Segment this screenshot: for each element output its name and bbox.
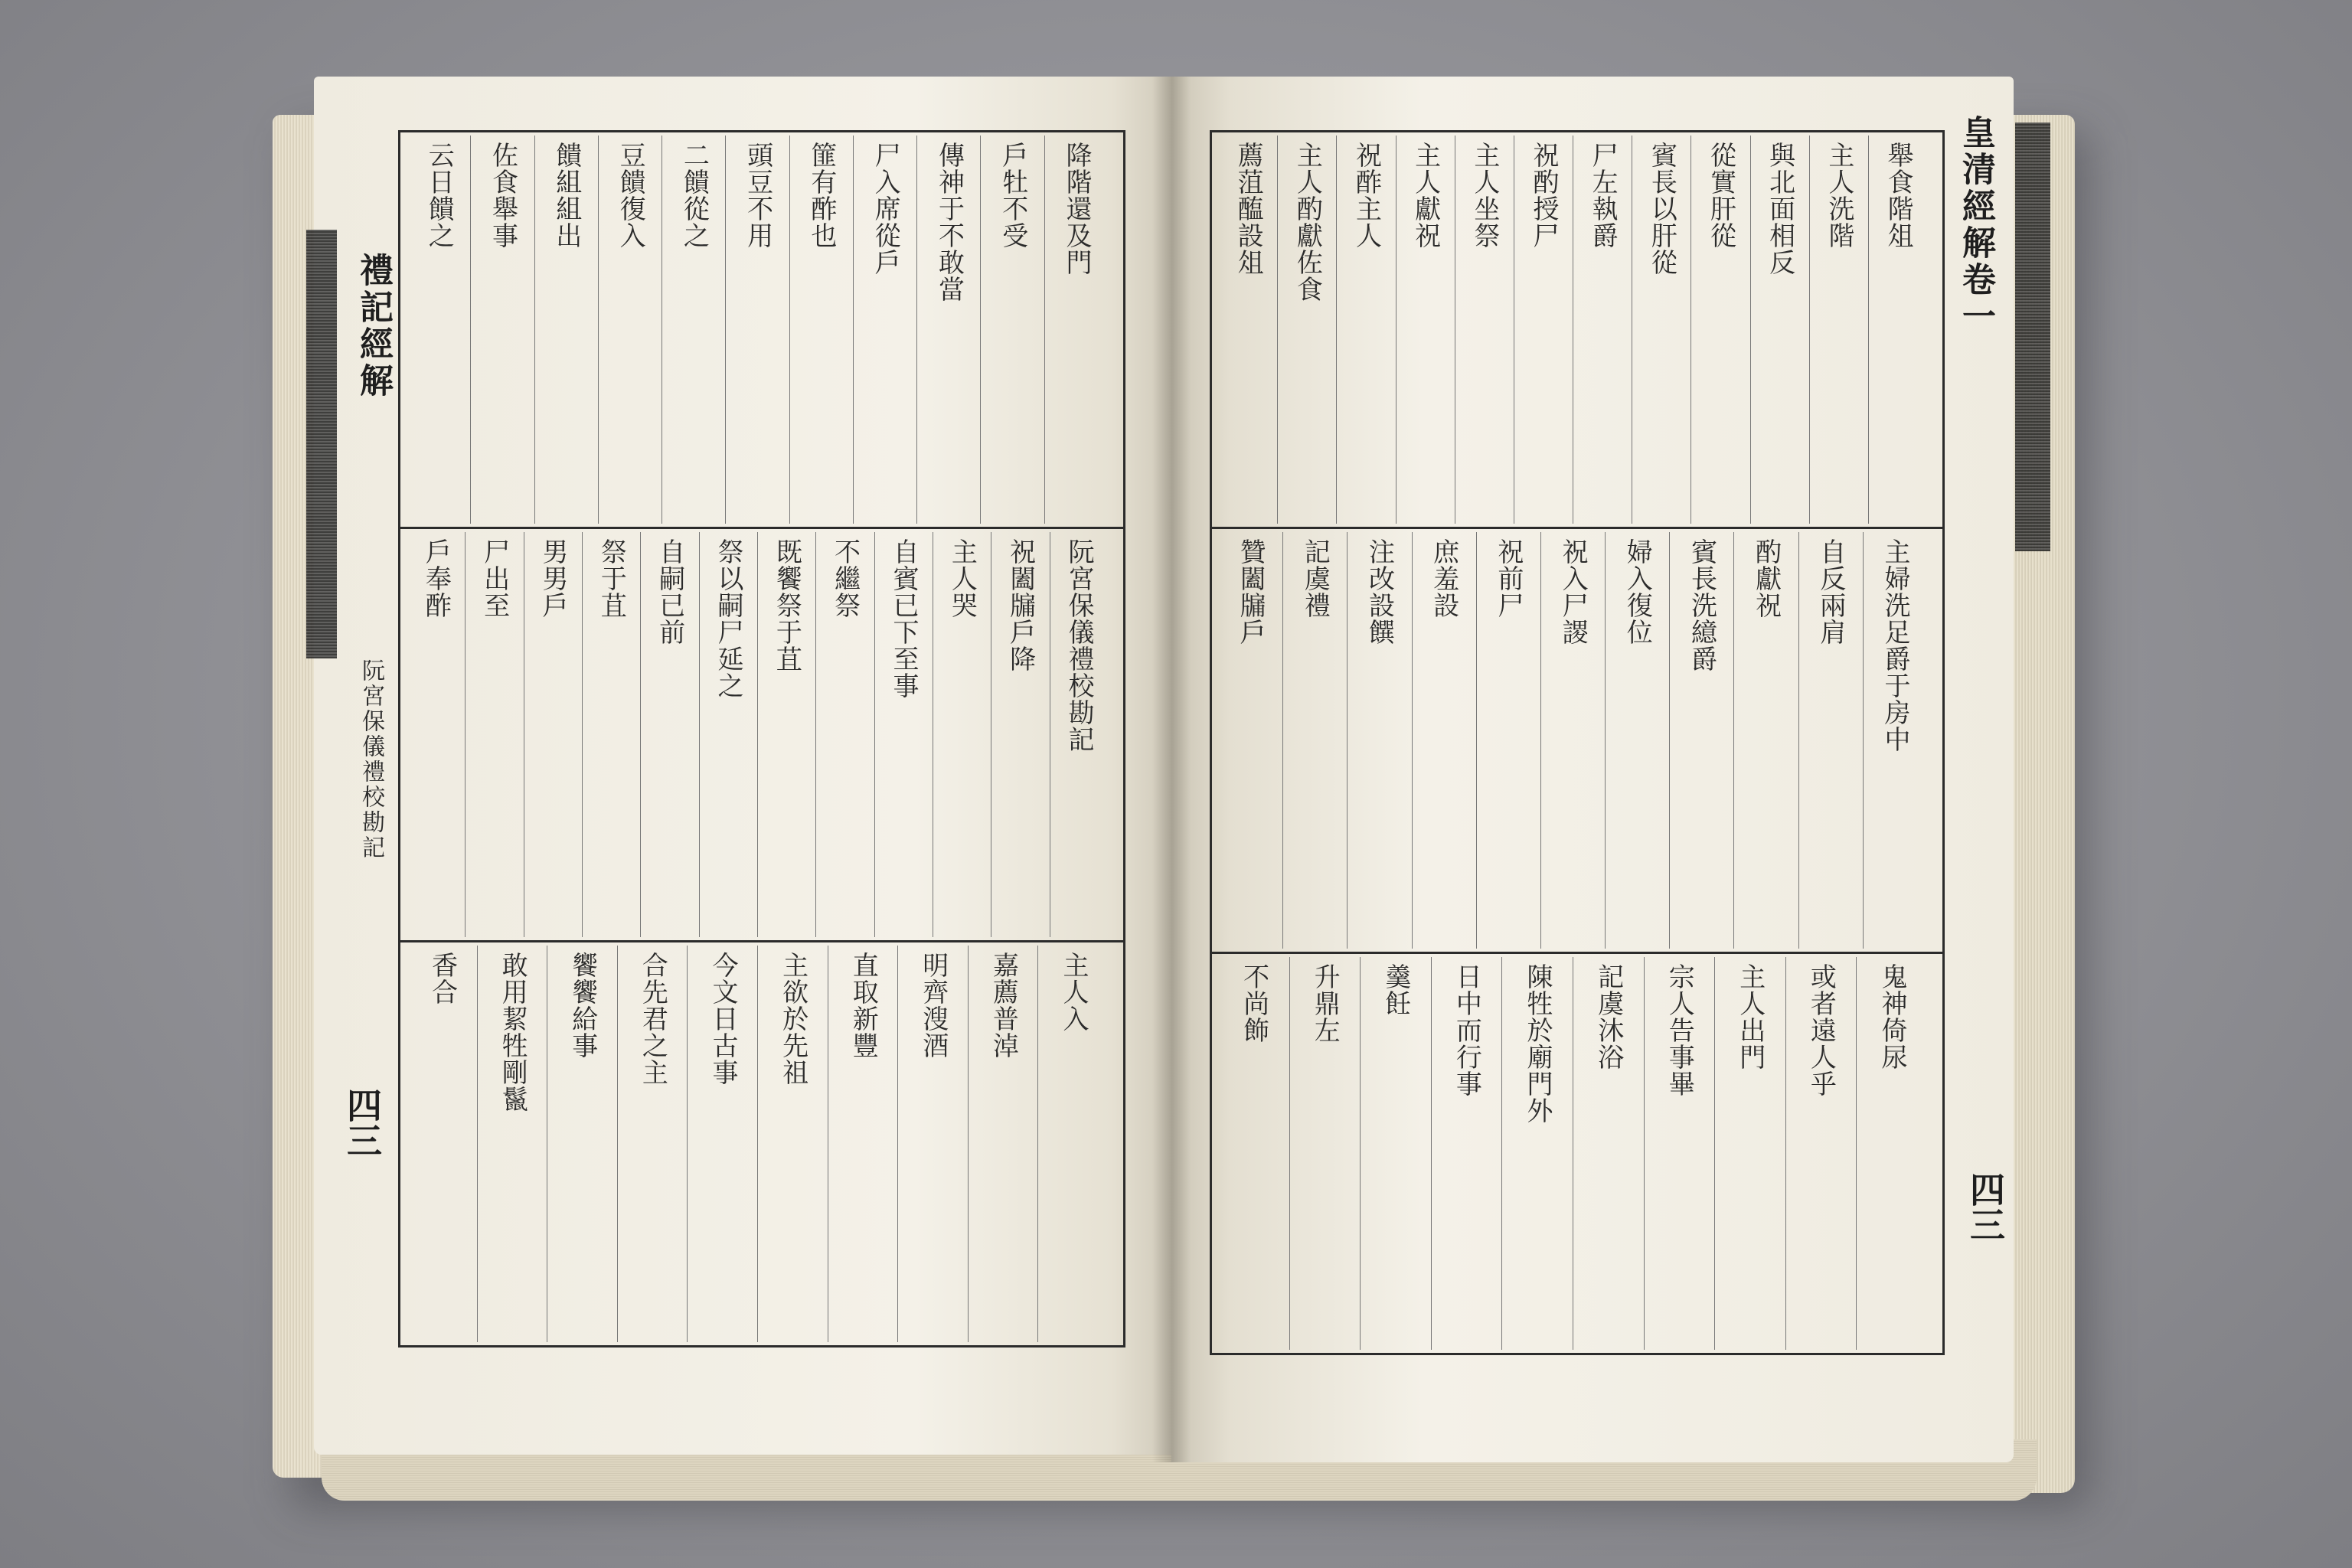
- text-column: 男男戶: [537, 538, 568, 619]
- text-column: 自賓已下至事: [887, 538, 919, 699]
- column-rule: [1037, 946, 1038, 1342]
- column-rule: [1289, 957, 1290, 1350]
- column-rule: [1669, 532, 1670, 949]
- text-column: 日中而行事: [1451, 963, 1482, 1097]
- column-rule: [1605, 532, 1606, 949]
- right-margin-title: [1951, 115, 2000, 544]
- text-column: 祝酢主人: [1351, 142, 1382, 249]
- column-rule: [757, 532, 758, 937]
- right-band-divider-1: [1212, 527, 1942, 529]
- left-margin-title: 禮記經解: [354, 253, 393, 400]
- column-rule: [789, 136, 790, 524]
- text-column: 云日饋之: [423, 142, 455, 249]
- column-rule: [617, 946, 618, 1342]
- column-rule: [1714, 957, 1715, 1350]
- column-rule: [980, 136, 981, 524]
- text-column: 舉食階俎: [1882, 142, 1913, 249]
- text-column: 羹飪: [1380, 963, 1411, 1017]
- text-column: 佐食舉事: [487, 142, 518, 249]
- right-folio-number: 四三: [1965, 1171, 2006, 1242]
- text-column: 不尚飾: [1238, 963, 1269, 1044]
- column-rule: [1868, 136, 1869, 524]
- column-rule: [1501, 957, 1502, 1350]
- left-folio-number: 四三: [341, 1087, 383, 1158]
- text-column: 主人獻祝: [1410, 142, 1441, 249]
- text-column: 祝闔牖戶降: [1004, 538, 1036, 672]
- column-rule: [534, 136, 535, 524]
- text-column: 鬼神倚尿: [1876, 963, 1907, 1070]
- column-rule: [1347, 532, 1348, 949]
- text-column: 今文日古事: [707, 952, 738, 1086]
- text-column: 祭以嗣尸延之: [712, 538, 743, 699]
- text-column: 合先君之主: [637, 952, 668, 1086]
- text-column: 敢用絜牲剛鬣: [497, 952, 528, 1112]
- text-column: 饗饗給事: [567, 952, 598, 1059]
- text-column: 主人入: [1057, 952, 1089, 1032]
- text-column: 嘉薦普淖: [988, 952, 1019, 1059]
- ink-bleed-right: [2015, 122, 2050, 551]
- text-column: 主欲於先祖: [777, 952, 808, 1086]
- text-column: 主人哭: [946, 538, 978, 619]
- text-column: 主人洗階: [1823, 142, 1854, 249]
- ink-bleed-left: [306, 230, 337, 658]
- text-column: 宗人告事畢: [1664, 963, 1695, 1097]
- text-column: 戶奉酢: [420, 538, 452, 619]
- column-rule: [916, 136, 917, 524]
- column-rule: [1809, 136, 1810, 524]
- text-column: 贊闔牖戶: [1235, 538, 1266, 645]
- column-rule: [470, 136, 471, 524]
- right-margin-title-text: 皇清經解: [1956, 115, 1995, 262]
- text-column: 主人酌獻佐食: [1292, 142, 1323, 302]
- text-column: 酌獻祝: [1750, 538, 1782, 619]
- text-column: 主人坐祭: [1468, 142, 1500, 249]
- text-column: 主人出門: [1734, 963, 1766, 1070]
- text-column: 自反兩肩: [1815, 538, 1846, 645]
- column-rule: [699, 532, 700, 937]
- text-column: 庶羞設: [1428, 538, 1459, 619]
- left-band-divider-1: [400, 527, 1123, 529]
- text-column: 自嗣已前: [654, 538, 685, 645]
- column-rule: [1412, 532, 1413, 949]
- text-column: 尸左執爵: [1587, 142, 1619, 249]
- column-rule: [1733, 532, 1734, 949]
- text-column: 尸出至: [479, 538, 510, 619]
- column-rule: [968, 946, 969, 1342]
- text-column: 饋組組出: [550, 142, 582, 249]
- right-band-divider-2: [1212, 952, 1942, 954]
- column-rule: [897, 946, 898, 1342]
- column-rule: [1785, 957, 1786, 1350]
- column-rule: [815, 532, 816, 937]
- column-rule: [1856, 957, 1857, 1350]
- text-column: 篚有酢也: [805, 142, 837, 249]
- column-rule: [725, 136, 726, 524]
- text-column: 從實肝從: [1705, 142, 1736, 249]
- column-rule: [582, 532, 583, 937]
- column-rule: [1540, 532, 1541, 949]
- text-column: 明齊溲酒: [917, 952, 949, 1059]
- book-gutter: [1152, 77, 1191, 1462]
- text-column: 不繼祭: [829, 538, 861, 619]
- text-column: 尸入席從戶: [870, 142, 901, 276]
- text-column: 升鼎左: [1309, 963, 1341, 1044]
- column-rule: [1282, 532, 1283, 949]
- text-column: 傳神于不敢當: [933, 142, 965, 302]
- text-column: 婦入復位: [1622, 538, 1653, 645]
- text-column: 既饗祭于苴: [771, 538, 802, 672]
- text-column: 或者遠人乎: [1805, 963, 1837, 1097]
- column-rule: [1476, 532, 1477, 949]
- column-rule: [757, 946, 758, 1342]
- text-column: 香合: [426, 952, 458, 1005]
- column-rule: [1044, 136, 1045, 524]
- column-rule: [1798, 532, 1799, 949]
- column-rule: [1431, 957, 1432, 1350]
- text-column: 與北面相反: [1764, 142, 1795, 276]
- text-column: 記虞沐浴: [1592, 963, 1624, 1070]
- text-column: 祭于苴: [596, 538, 627, 619]
- text-column: 記虞禮: [1299, 538, 1331, 619]
- column-rule: [687, 946, 688, 1342]
- column-rule: [477, 946, 478, 1342]
- right-text-frame: [1210, 130, 1945, 1355]
- column-rule: [1750, 136, 1751, 524]
- column-rule: [465, 532, 466, 937]
- text-column: 直取新豐: [848, 952, 879, 1059]
- text-column: 祝前尸: [1492, 538, 1524, 619]
- text-column: 賓長洗繶爵: [1686, 538, 1717, 672]
- column-rule: [1336, 136, 1337, 524]
- left-band-divider-2: [400, 940, 1123, 942]
- text-column: 賓長以肝從: [1646, 142, 1677, 276]
- text-column: 二饋從之: [678, 142, 710, 249]
- text-column: 阮宮保儀禮校勘記: [1063, 538, 1094, 753]
- column-rule: [853, 136, 854, 524]
- text-column: 祝入尸謖: [1557, 538, 1589, 645]
- column-rule: [598, 136, 599, 524]
- column-rule: [640, 532, 641, 937]
- column-rule: [1690, 136, 1691, 524]
- text-column: 注改設饌: [1364, 538, 1395, 645]
- text-column: 戶牡不受: [997, 142, 1028, 249]
- text-column: 頭豆不用: [742, 142, 773, 249]
- column-rule: [1863, 532, 1864, 949]
- column-rule: [874, 532, 875, 937]
- text-column: 降階還及門: [1060, 142, 1092, 276]
- text-column: 陳牲於廟門外: [1521, 963, 1553, 1124]
- text-column: 祝酌授尸: [1527, 142, 1559, 249]
- column-rule: [1644, 957, 1645, 1350]
- column-rule: [1277, 136, 1278, 524]
- text-column: 豆饋復入: [615, 142, 646, 249]
- column-rule: [1360, 957, 1361, 1350]
- right-volume-text: 卷一: [1956, 262, 1995, 335]
- left-text-frame: [398, 130, 1125, 1348]
- text-column: 薦菹醢設俎: [1233, 142, 1264, 276]
- text-column: 主婦洗足爵于房中: [1879, 538, 1910, 753]
- left-margin-subtitle: 阮宮保儀禮校勘記: [358, 658, 384, 861]
